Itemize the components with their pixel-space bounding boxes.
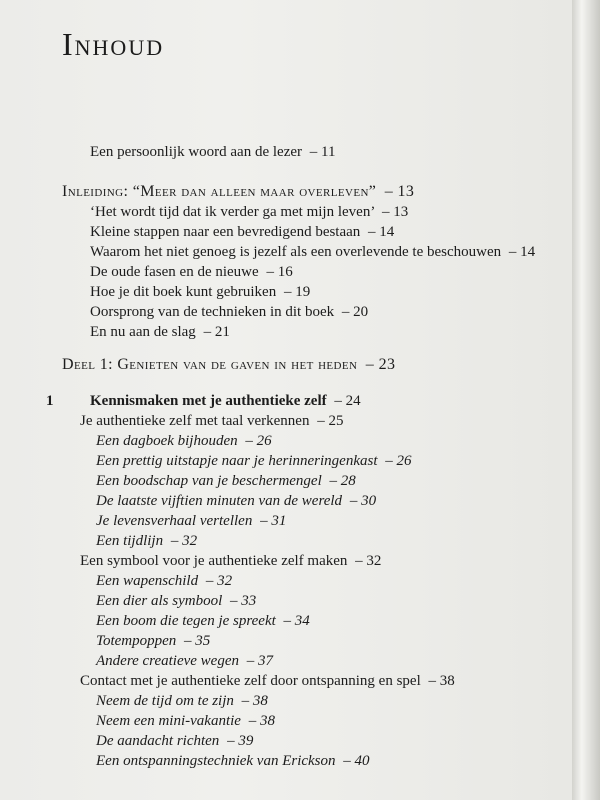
toc-entry-text: ‘Het wordt tijd dat ik verder ga met mijn leven’ [90, 204, 375, 220]
toc-entry-page: – 19 [283, 284, 311, 300]
toc-exercise-page: – 33 [229, 593, 257, 609]
toc-subsection-page: – 25 [317, 413, 344, 429]
toc-exercise [96, 593, 256, 610]
toc-exercise-text: Een dagboek bijhouden [96, 433, 238, 449]
toc-exercise [96, 713, 275, 730]
toc-subsection [80, 413, 343, 430]
toc-exercise [96, 733, 253, 750]
toc-entry-text: Een persoonlijk woord aan de lezer [90, 144, 302, 160]
toc-exercise-page: – 38 [241, 693, 268, 709]
toc-exercise-page: – 31 [260, 513, 287, 529]
page-title: Inhoud [62, 26, 165, 62]
toc-exercise-text: De laatste vijftien minuten van de wereld [96, 493, 343, 509]
toc-entry [90, 224, 394, 241]
toc-exercise-text: Een prettig uitstapje naar je herinneringenkast [96, 453, 378, 469]
toc-part-title: Deel 1: Genieten van de gaven in het heden [62, 356, 358, 373]
toc-exercise-page: – 26 [245, 433, 272, 449]
toc-exercise-text: Een dier als symbool [96, 593, 223, 609]
toc-subsection-page: – 38 [428, 673, 455, 689]
toc-subsection-text: Contact met je authentieke zelf door ontspanning en spel [80, 673, 421, 689]
toc-entry-page: – 11 [309, 144, 336, 160]
toc-entry [90, 204, 408, 221]
toc-exercise-text: Een wapenschild [96, 573, 199, 589]
chapter-number: 1 [46, 393, 54, 409]
toc-chapter [90, 393, 361, 410]
toc-entry-text: Waarom het niet genoeg is jezelf als een overlevende te beschouwen [90, 244, 502, 260]
toc-exercise-page: – 28 [329, 473, 356, 489]
toc-exercise-page: – 32 [205, 573, 233, 589]
toc-exercise [96, 653, 273, 670]
toc-exercise-page: – 38 [248, 713, 275, 729]
toc-exercise-text: De aandacht richten [96, 733, 220, 749]
toc-exercise-page: – 32 [170, 533, 198, 549]
toc-entry-voorwoord [90, 144, 335, 161]
toc-exercise-page: – 39 [227, 733, 254, 749]
book-spine [572, 0, 600, 800]
toc-section-page: – 13 [384, 183, 415, 200]
toc-entry-text: Kleine stappen naar een bevredigend bestaan [90, 224, 361, 240]
toc-exercise-text: Je levensverhaal vertellen [96, 513, 253, 529]
toc-entry-page: – 21 [203, 324, 230, 340]
toc-exercise [96, 453, 411, 470]
toc-exercise-text: Een boom die tegen je spreekt [96, 613, 276, 629]
toc-entry-text: Oorsprong van de technieken in dit boek [90, 304, 335, 320]
toc-part-heading [62, 356, 395, 374]
toc-subsection-text: Je authentieke zelf met taal verkennen [80, 413, 310, 429]
toc-entry [90, 324, 230, 341]
toc-exercise-page: – 35 [184, 633, 211, 649]
toc-entry-page: – 14 [508, 244, 536, 260]
toc-entry-page: – 16 [266, 264, 293, 280]
toc-entry-page: – 14 [368, 224, 395, 240]
toc-subsection-page: – 32 [355, 553, 382, 569]
toc-exercise-text: Neem een mini-vakantie [96, 713, 241, 729]
toc-section-inleiding [62, 183, 414, 201]
toc-entry-text: De oude fasen en de nieuwe [90, 264, 259, 280]
toc-exercise [96, 433, 272, 450]
toc-subsection [80, 553, 381, 570]
toc-entry-text: Hoe je dit boek kunt gebruiken [90, 284, 277, 300]
toc-exercise [96, 753, 370, 770]
toc-exercise [96, 693, 268, 710]
toc-exercise [96, 513, 286, 530]
toc-exercise-page: – 30 [349, 493, 377, 509]
toc-entry [90, 264, 293, 281]
toc-exercise [96, 533, 197, 550]
toc-exercise-text: Een boodschap van je beschermengel [96, 473, 322, 489]
toc-exercise-page: – 37 [246, 653, 273, 669]
toc-exercise [96, 613, 310, 630]
toc-entry [90, 284, 310, 301]
toc-exercise-text: Andere creatieve wegen [96, 653, 239, 669]
toc-exercise [96, 493, 376, 510]
toc-exercise [96, 473, 356, 490]
toc-exercise-text: Neem de tijd om te zijn [96, 693, 234, 709]
toc-exercise-page: – 26 [385, 453, 412, 469]
toc-chapter-title: Kennismaken met je authentieke zelf [90, 393, 327, 409]
toc-exercise-text: Een ontspanningstechniek van Erickson [96, 753, 336, 769]
toc-exercise-text: Totempoppen [96, 633, 177, 649]
toc-section-title: Inleiding: “Meer dan alleen maar overleven” [62, 183, 377, 200]
toc-chapter-page: – 24 [334, 393, 361, 409]
toc-subsection [80, 673, 455, 690]
toc-entry [90, 244, 535, 261]
toc-entry-page: – 13 [381, 204, 409, 220]
toc-subsection-text: Een symbool voor je authentieke zelf maken [80, 553, 348, 569]
toc-exercise-text: Een tijdlijn [96, 533, 164, 549]
toc-entry-text: En nu aan de slag [90, 324, 196, 340]
toc-exercise [96, 573, 232, 590]
toc-exercise-page: – 34 [283, 613, 310, 629]
toc-exercise-page: – 40 [343, 753, 370, 769]
toc-entry-page: – 20 [341, 304, 369, 320]
toc-part-page: – 23 [365, 356, 396, 373]
toc-exercise [96, 633, 210, 650]
toc-entry [90, 304, 368, 321]
